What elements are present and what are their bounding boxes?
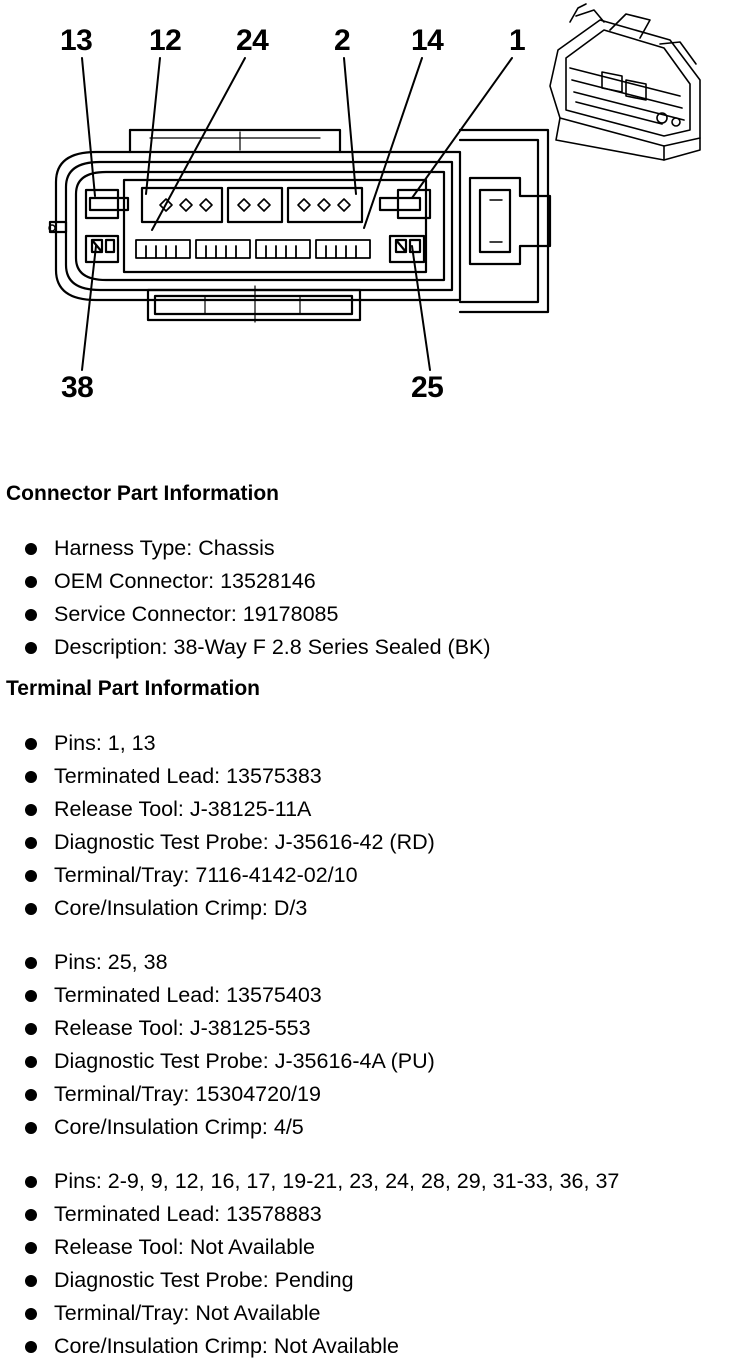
pin-label-14: 14: [411, 24, 444, 57]
pin-label-24: 24: [236, 24, 269, 57]
bullet-icon: [25, 1209, 37, 1221]
list-item: [0, 1264, 619, 1297]
list-item-text: Diagnostic Test Probe: J-35616-4A (PU): [54, 1049, 435, 1073]
bullet-icon: [25, 642, 37, 654]
bullet-icon: [25, 957, 37, 969]
list-item-text: Diagnostic Test Probe: J-35616-42 (RD): [54, 830, 435, 854]
list-item-text: Pins: 1, 13: [54, 731, 156, 755]
pin-cavity-13: [86, 190, 128, 218]
list-item-text: Core/Insulation Crimp: Not Available: [54, 1334, 399, 1358]
bullet-icon: [25, 1176, 37, 1188]
bullet-icon: [25, 804, 37, 816]
bullet-icon: [25, 1341, 37, 1353]
pin-cavity-25: [390, 236, 424, 262]
list-item: [0, 727, 435, 760]
list-item: [0, 1111, 435, 1144]
list-item-text: Pins: 25, 38: [54, 950, 168, 974]
terminal-part-heading: Terminal Part Information: [6, 677, 260, 700]
list-item-text: Release Tool: Not Available: [54, 1235, 315, 1259]
connector-diagram: [0, 0, 736, 420]
list-item-text: Terminated Lead: 13575383: [54, 764, 322, 788]
terminal-group-1: [0, 727, 435, 925]
list-item-text: Core/Insulation Crimp: D/3: [54, 896, 308, 920]
pin-cavity-38: [86, 236, 118, 262]
list-item: [0, 1045, 435, 1078]
list-item-text: Diagnostic Test Probe: Pending: [54, 1268, 354, 1292]
bullet-icon: [25, 771, 37, 783]
list-item: [0, 1078, 435, 1111]
bullet-icon: [25, 870, 37, 882]
list-item-text: Terminated Lead: 13575403: [54, 983, 322, 1007]
connector-drawing: [0, 0, 736, 420]
connector-part-heading: Connector Part Information: [6, 482, 280, 505]
list-item-text: Service Connector: 19178085: [54, 602, 339, 626]
list-item: [0, 946, 435, 979]
list-item-text: Release Tool: J-38125-11A: [54, 797, 312, 821]
bullet-icon: [25, 1308, 37, 1320]
list-item: [0, 793, 435, 826]
bullet-icon: [25, 738, 37, 750]
connector-part-list: [0, 532, 491, 664]
pin-label-1: 1: [509, 24, 526, 57]
bullet-icon: [25, 990, 37, 1002]
list-item: [0, 1330, 619, 1363]
lower-pin-row: [136, 240, 370, 258]
terminal-group-2: [0, 946, 435, 1144]
list-item: [0, 826, 435, 859]
bullet-icon: [25, 1023, 37, 1035]
list-item: [0, 892, 435, 925]
list-item-text: OEM Connector: 13528146: [54, 569, 316, 593]
list-item: [0, 532, 491, 565]
list-item: [0, 1012, 435, 1045]
list-item: [0, 1297, 619, 1330]
list-item-text: Core/Insulation Crimp: 4/5: [54, 1115, 304, 1139]
bullet-icon: [25, 576, 37, 588]
list-item-text: Release Tool: J-38125-553: [54, 1016, 311, 1040]
bullet-icon: [25, 543, 37, 555]
list-item-text: Terminated Lead: 13578883: [54, 1202, 322, 1226]
leader-lines: [82, 58, 512, 370]
terminal-group-3: [0, 1165, 619, 1363]
list-item-text: Description: 38-Way F 2.8 Series Sealed (BK): [54, 635, 491, 659]
list-item: [0, 1198, 619, 1231]
bullet-icon: [25, 1242, 37, 1254]
list-item-text: Pins: 2-9, 9, 12, 16, 17, 19-21, 23, 24, 28, 29, 31-33, 36, 37: [54, 1169, 620, 1193]
list-item: [0, 1165, 619, 1198]
pin-label-13: 13: [60, 24, 93, 57]
bullet-icon: [25, 1056, 37, 1068]
pin-label-38: 38: [61, 371, 94, 404]
connector-thumbnail: [550, 4, 700, 160]
bullet-icon: [25, 1275, 37, 1287]
list-item-text: Terminal/Tray: 7116-4142-02/10: [54, 863, 358, 887]
list-item-text: Harness Type: Chassis: [54, 536, 275, 560]
list-item: [0, 631, 491, 664]
bullet-icon: [25, 1089, 37, 1101]
list-item: [0, 1231, 619, 1264]
bullet-icon: [25, 1122, 37, 1134]
list-item: [0, 760, 435, 793]
list-item: [0, 598, 491, 631]
pin-label-25: 25: [411, 371, 444, 404]
bullet-icon: [25, 837, 37, 849]
pin-cavity-1: [380, 190, 430, 218]
upper-pin-row: [142, 188, 362, 222]
list-item-text: Terminal/Tray: 15304720/19: [54, 1082, 321, 1106]
list-item: [0, 565, 491, 598]
pin-label-2: 2: [334, 24, 351, 57]
pin-label-12: 12: [149, 24, 182, 57]
list-item-text: Terminal/Tray: Not Available: [54, 1301, 321, 1325]
bullet-icon: [25, 609, 37, 621]
list-item: [0, 979, 435, 1012]
list-item: [0, 859, 435, 892]
connector-body: [49, 130, 550, 322]
bullet-icon: [25, 903, 37, 915]
